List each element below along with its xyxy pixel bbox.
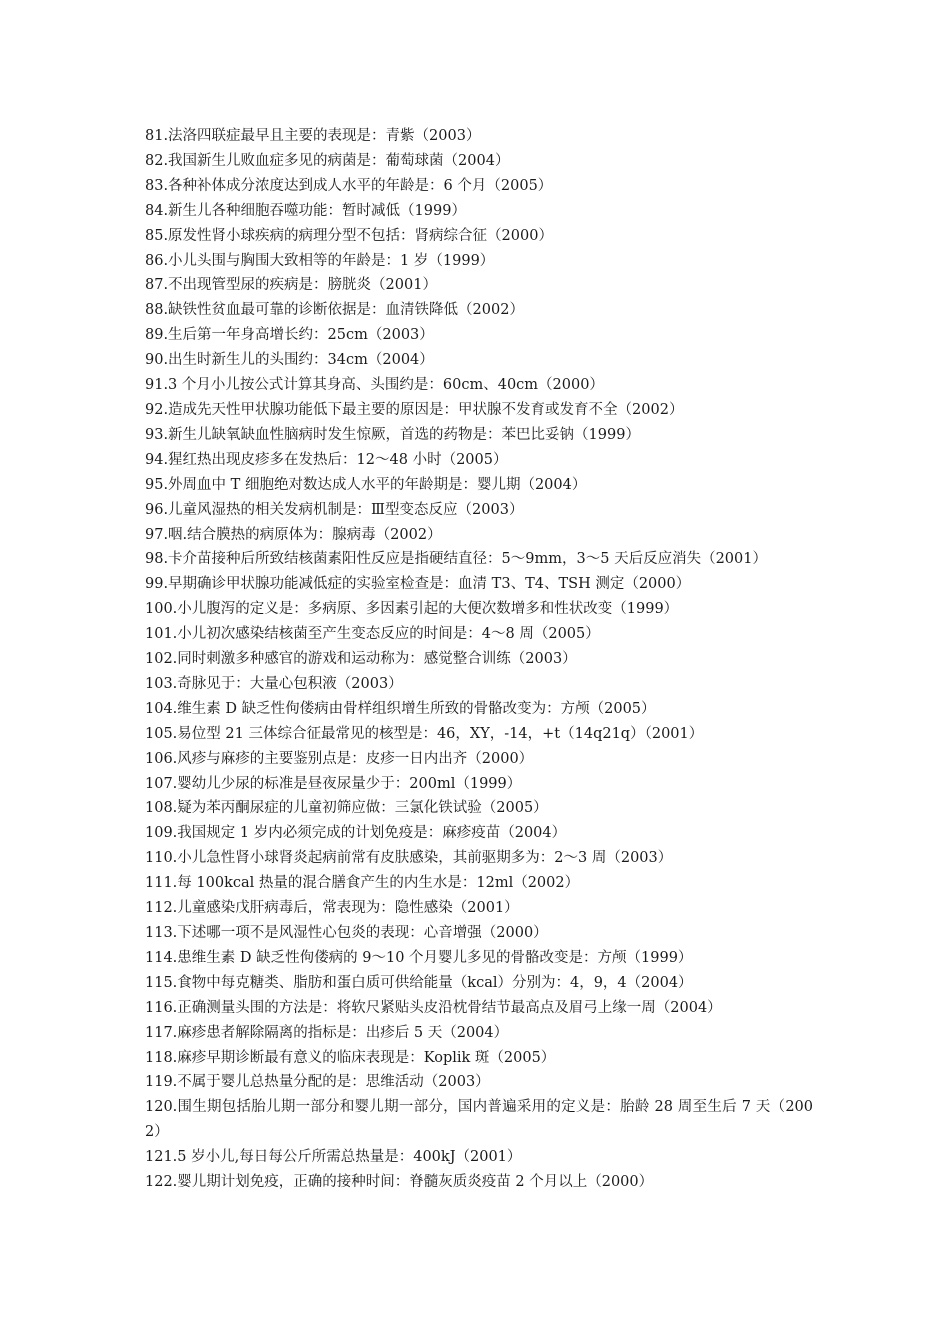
list-item: 116.正确测量头围的方法是：将软尺紧贴头皮沿枕骨结节最高点及眉弓上缘一周（2004） <box>145 999 722 1016</box>
list-item: 90.出生时新生儿的头围约：34cm（2004） <box>145 352 434 369</box>
list-item: 113.下述哪一项不是风湿性心包炎的表现：心音增强（2000） <box>145 925 548 941</box>
question-list <box>145 124 813 1195</box>
list-item: 117.麻疹患者解除隔离的指标是：出疹后 5 天（2004） <box>145 1024 509 1041</box>
list-item: 108.疑为苯丙酮尿症的儿童初筛应做：三氯化铁试验（2005） <box>145 800 548 817</box>
list-item: 119.不属于婴儿总热量分配的是：思维活动（2003） <box>145 1074 490 1091</box>
list-item: 92.造成先天性甲状腺功能低下最主要的原因是：甲状腺不发育或发育不全（2002） <box>145 401 684 418</box>
list-item: 122.婴儿期计划免疫，正确的接种时间：脊髓灰质炎疫苗 2 个月以上（2000） <box>145 1174 654 1191</box>
list-item: 106.风疹与麻疹的主要鉴别点是：皮疹一日内出齐（2000） <box>145 750 534 767</box>
list-item: 105.易位型 21 三体综合征最常见的核型是：46，XY，-14，+t（14q21q）（2001） <box>145 725 704 742</box>
list-item: 94.猩红热出现皮疹多在发热后：12～48 小时（2005） <box>145 451 508 468</box>
list-item: 109.我国规定 1 岁内必须完成的计划免疫是：麻疹疫苗（2004） <box>145 825 567 842</box>
list-item: 102.同时刺激多种感官的游戏和运动称为：感觉整合训练（2003） <box>145 651 577 668</box>
list-item: 84.新生儿各种细胞吞噬功能：暂时减低（1999） <box>145 202 466 219</box>
list-item: 114.患维生素 D 缺乏性佝偻病的 9～10 个月婴儿多见的骨骼改变是：方颅（1999） <box>145 949 693 966</box>
list-item: 99.早期确诊甲状腺功能减低症的实验室检查是：血清 T3、T4、TSH 测定（2000） <box>145 576 691 593</box>
list-item: 96.儿童风湿热的相关发病机制是：Ⅲ型变态反应（2003） <box>145 501 524 518</box>
list-item: 85.原发性肾小球疾病的病理分型不包括：肾病综合征（2000） <box>145 227 553 244</box>
list-item: 100.小儿腹泻的定义是：多病原、多因素引起的大便次数增多和性状改变（1999） <box>145 601 679 618</box>
list-item: 89.生后第一年身高增长约：25cm（2003） <box>145 327 434 344</box>
list-item: 120.围生期包括胎儿期一部分和婴儿期一部分，国内普遍采用的定义是：胎龄 28 周至生后 7 天（2002） <box>145 1099 813 1141</box>
list-item: 103.奇脉见于：大量心包积液（2003） <box>145 675 403 692</box>
list-item: 111.每 100kcal 热量的混合膳食产生的内生水是：12ml（2002） <box>145 875 580 892</box>
list-item: 121.5 岁小儿,每日每公斤所需总热量是：400kJ（2001） <box>145 1149 522 1166</box>
list-item: 88.缺铁性贫血最可靠的诊断依据是：血清铁降低（2002） <box>145 302 524 319</box>
list-item: 87.不出现管型尿的疾病是：膀胱炎（2001） <box>145 277 437 294</box>
list-item: 81.法洛四联症最早且主要的表现是：青紫（2003） <box>145 128 481 144</box>
list-item: 83.各种补体成分浓度达到成人水平的年龄是：6 个月（2005） <box>145 177 553 194</box>
list-item: 98.卡介苗接种后所致结核菌素阳性反应是指硬结直径：5～9mm，3～5 天后反应消失（2001） <box>145 551 767 568</box>
list-item: 107.婴幼儿少尿的标准是昼夜尿量少于：200ml（1999） <box>145 775 522 792</box>
list-item: 97.咽.结合膜热的病原体为：腺病毒（2002） <box>145 526 442 543</box>
list-item: 91.3 个月小儿按公式计算其身高、头围约是：60cm、40cm（2000） <box>145 377 604 394</box>
list-item: 110.小儿急性肾小球肾炎起病前常有皮肤感染，其前驱期多为：2～3 周（2003） <box>145 850 673 867</box>
list-item: 115.食物中每克糖类、脂肪和蛋白质可供给能量（kcal）分别为：4，9，4（2004） <box>145 974 693 991</box>
list-item: 86.小儿头围与胸围大致相等的年龄是：1 岁（1999） <box>145 252 495 269</box>
list-item: 101.小儿初次感染结核菌至产生变态反应的时间是：4～8 周（2005） <box>145 626 600 643</box>
list-item: 95.外周血中 T 细胞绝对数达成人水平的年龄期是：婴儿期（2004） <box>145 476 587 493</box>
list-item: 82.我国新生儿败血症多见的病菌是：葡萄球菌（2004） <box>145 152 510 169</box>
list-item: 112.儿童感染戊肝病毒后，常表现为：隐性感染（2001） <box>145 900 519 917</box>
list-item: 104.维生素 D 缺乏性佝偻病由骨样组织增生所致的骨骼改变为：方颅（2005） <box>145 700 656 717</box>
list-item: 93.新生儿缺氧缺血性脑病时发生惊厥，首选的药物是：苯巴比妥钠（1999） <box>145 426 640 443</box>
list-item: 118.麻疹早期诊断最有意义的临床表现是：Koplik 斑（2005） <box>145 1049 556 1066</box>
